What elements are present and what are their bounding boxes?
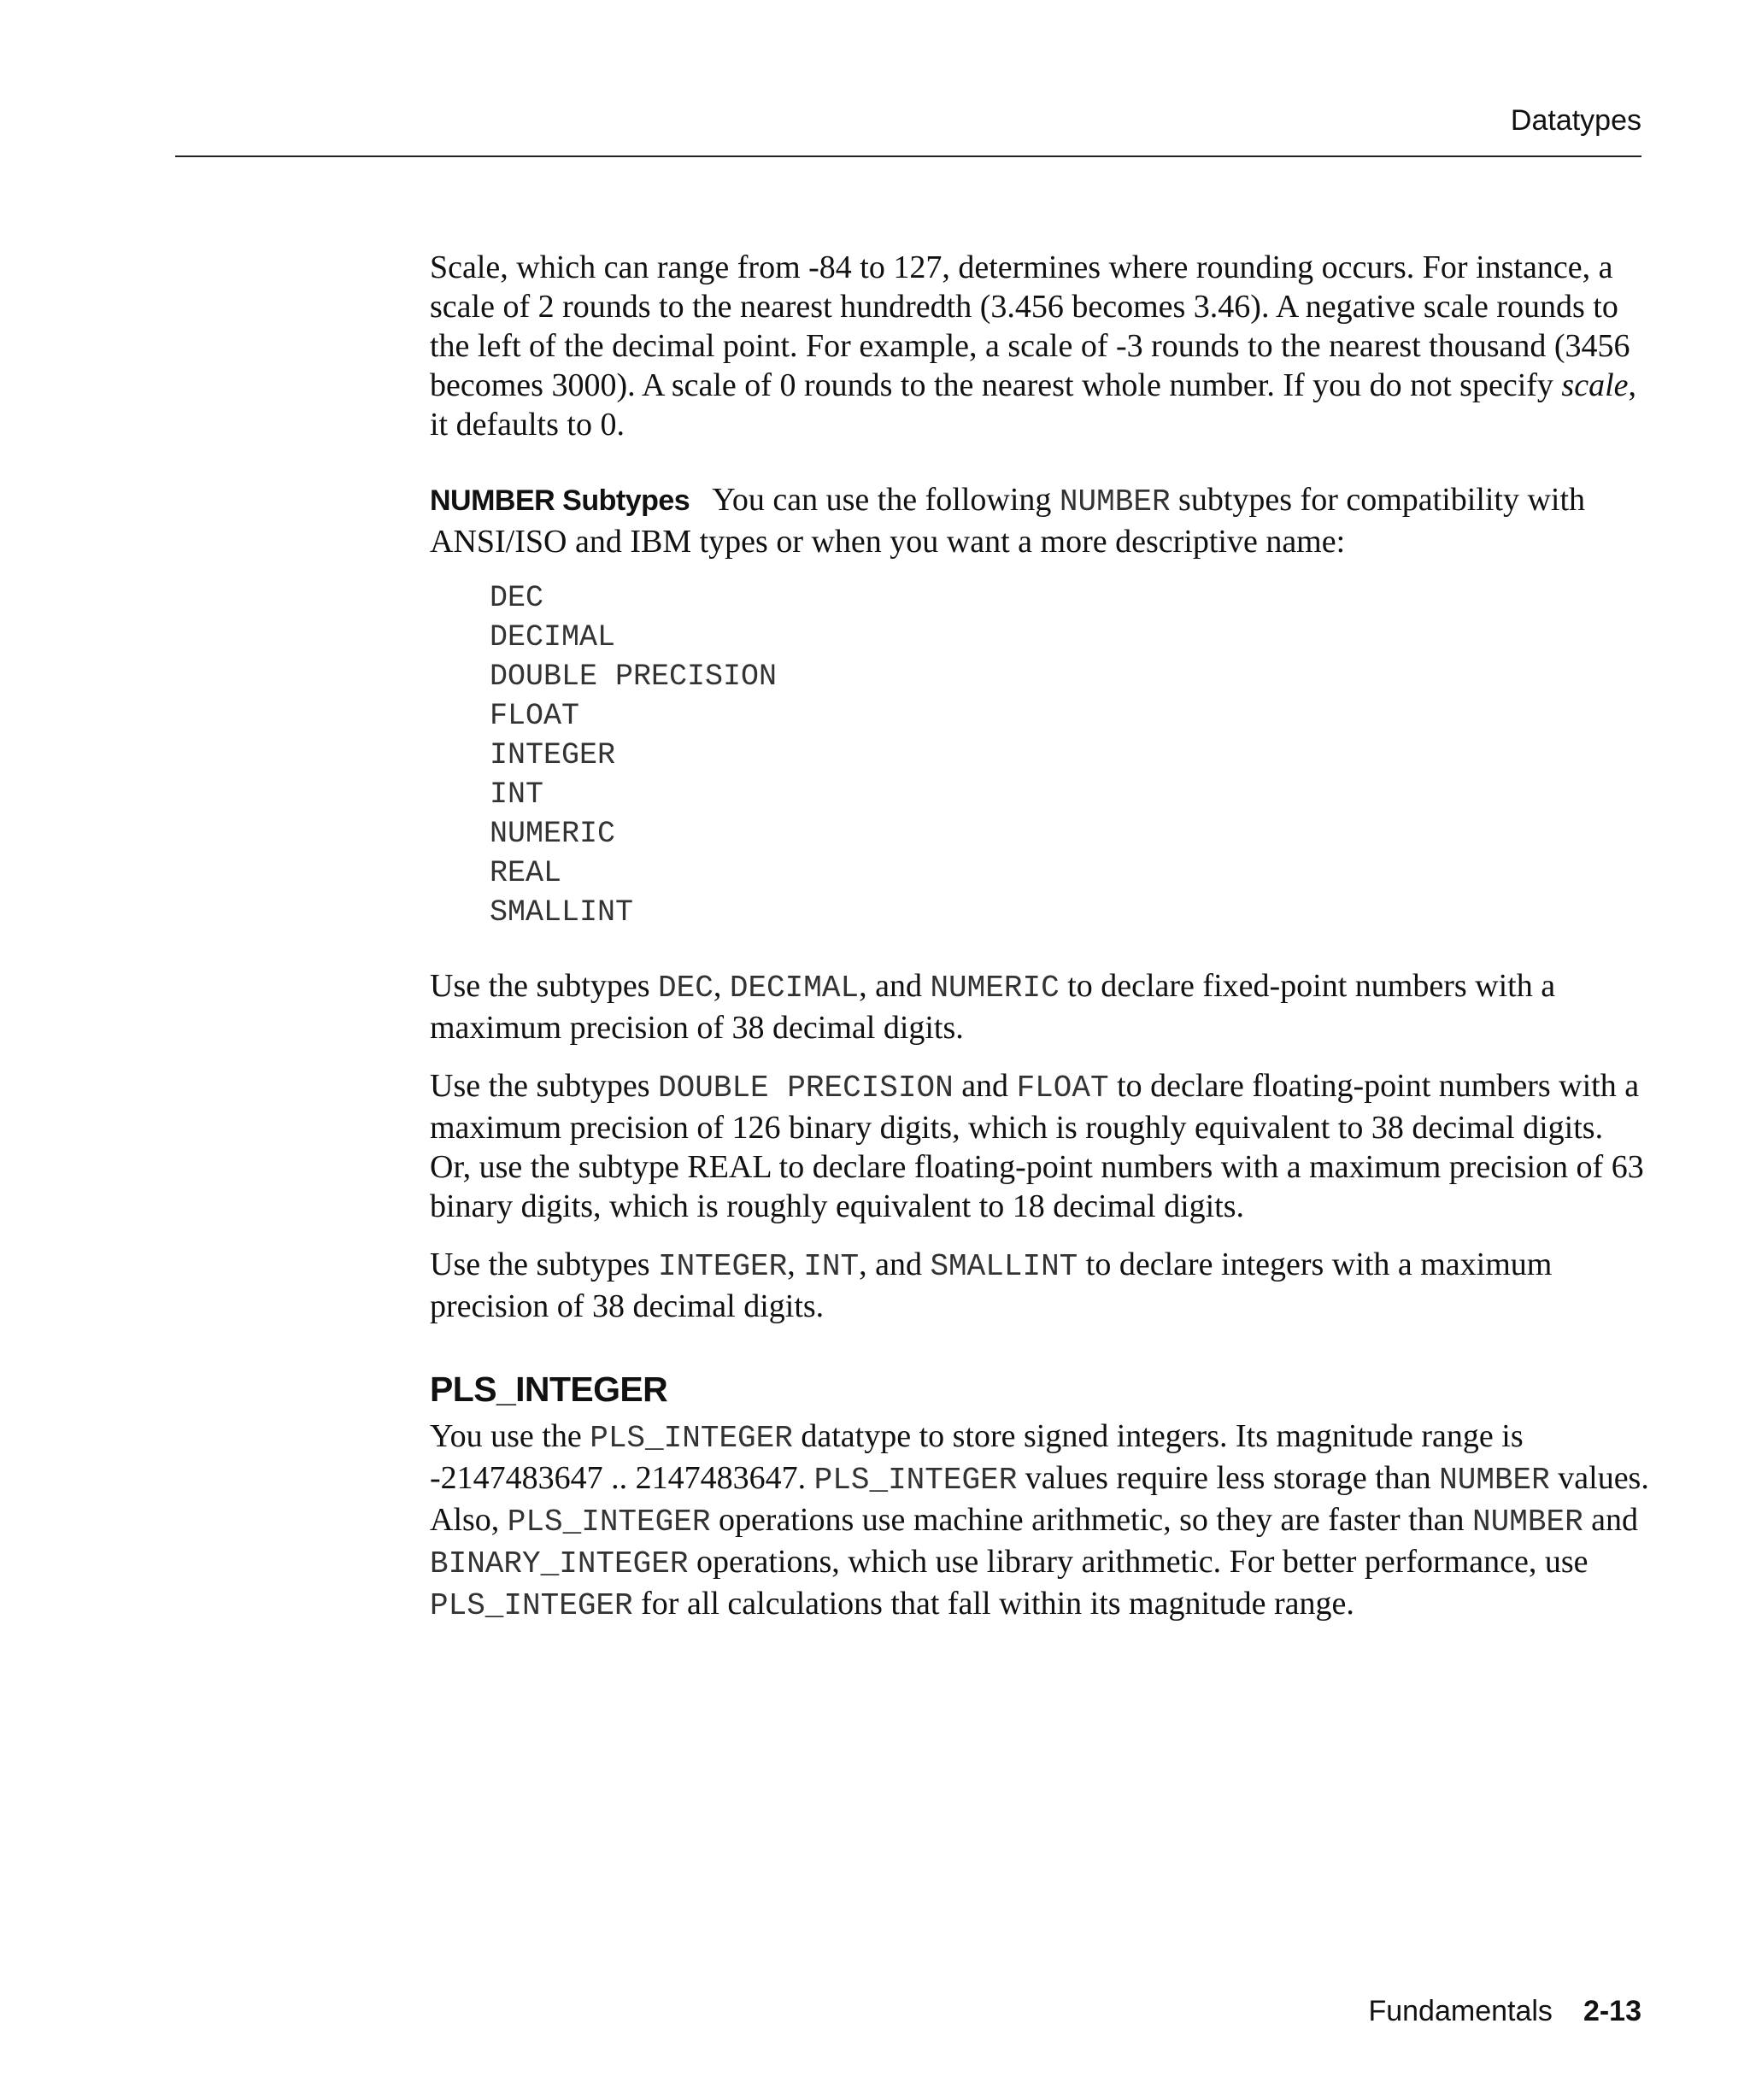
floating-point-text-3: to declare floating-point numbers with a maximum precision of 126 binary digits, which is roughly equivalent to 38 decimal digits. Or, use the subtype REAL to declare floating-point numbers with a maximum precision of 63 binary digits, which is roughly equivalent to 18 decimal digits. [430, 1068, 1644, 1224]
number-subtypes-code-1: NUMBER [1059, 484, 1171, 519]
pls-integer-code-3: NUMBER [1439, 1463, 1550, 1498]
pls-integer-code-5: NUMBER [1472, 1505, 1583, 1540]
scale-text-2: , it defaults to 0. [430, 367, 1636, 443]
running-header-title: Datatypes [1510, 104, 1641, 137]
subtype-item: DOUBLE PRECISION [490, 660, 778, 694]
subtype-item: INTEGER [490, 738, 616, 772]
pls-integer-code-4: PLS_INTEGER [507, 1505, 711, 1540]
floating-point-text-1: Use the subtypes [430, 1068, 659, 1104]
number-subtypes-text-1: You can use the following [712, 482, 1060, 518]
integers-code-2: INT [803, 1249, 860, 1284]
number-subtype-list [490, 578, 1652, 932]
pls-integer-text-1: You use the [430, 1418, 590, 1454]
scale-text-1: Scale, which can range from -84 to 127, determines where rounding occurs. For instance, a scale of 2 rounds to the nearest hundredth (3.456 becomes 3.46). A negative scale rounds to the left of the decimal point. For example, a scale of -3 rounds to the nearest thousand (3456 becomes 3000). A scale of 0 rounds to the nearest whole number. If you do not specify [430, 249, 1630, 403]
floating-point-text-2: and [953, 1068, 1017, 1104]
subtype-item: DEC [490, 581, 544, 615]
subtype-item: SMALLINT [490, 895, 634, 930]
pls-integer-code-2: PLS_INTEGER [813, 1463, 1018, 1498]
pls-integer-text-7: operations, which use library arithmetic. For better performance, use [688, 1544, 1589, 1580]
subtype-item: NUMERIC [490, 817, 616, 851]
fixed-point-text-3: , and [859, 968, 931, 1004]
fixed-point-code-2: DECIMAL [729, 971, 860, 1006]
pls-integer-text-8: for all calculations that fall within its magnitude range. [632, 1586, 1354, 1622]
integers-code-3: SMALLINT [930, 1249, 1078, 1284]
pls-integer-text-2: datatype to store signed integers. Its magnitude range is -2147483647 .. 2147483647. [430, 1418, 1524, 1496]
number-subtypes-heading: NUMBER Subtypes [430, 484, 690, 517]
fixed-point-code-3: NUMERIC [930, 971, 1060, 1006]
number-subtypes-text-2: subtypes for compatibility with ANSI/ISO and IBM types or when you want a more descriptive name: [430, 482, 1586, 560]
pls-integer-text-5: operations use machine arithmetic, so they are faster than [710, 1502, 1473, 1538]
integers-text-3: , and [859, 1247, 931, 1282]
floating-point-paragraph [430, 1066, 1652, 1226]
subtype-item: DECIMAL [490, 620, 616, 654]
fixed-point-text-2: , [713, 968, 730, 1004]
fixed-point-code-1: DEC [658, 971, 714, 1006]
fixed-point-paragraph [430, 966, 1652, 1047]
integers-text-4: to declare integers with a maximum precision of 38 decimal digits. [430, 1247, 1553, 1324]
pls-integer-text-3: values require less storage than [1017, 1460, 1440, 1496]
floating-point-code-1: DOUBLE PRECISION [658, 1071, 954, 1106]
pls-integer-code-6: BINARY_INTEGER [430, 1546, 689, 1581]
integers-text-2: , [787, 1247, 804, 1282]
scale-term: scale [1561, 367, 1629, 403]
subtype-item: INT [490, 777, 544, 812]
fixed-point-text-1: Use the subtypes [430, 968, 659, 1004]
integers-code-1: INTEGER [658, 1249, 788, 1284]
header-rule [175, 155, 1641, 157]
pls-integer-heading: PLS_INTEGER [430, 1370, 668, 1409]
pls-integer-text-4: values. Also, [430, 1460, 1649, 1538]
floating-point-code-2: FLOAT [1016, 1071, 1109, 1106]
subtype-item: REAL [490, 856, 562, 890]
pls-integer-text-6: and [1583, 1502, 1639, 1538]
integers-text-1: Use the subtypes [430, 1247, 659, 1282]
pls-integer-code-7: PLS_INTEGER [430, 1588, 633, 1623]
fixed-point-text-4: to declare fixed-point numbers with a maximum precision of 38 decimal digits. [430, 968, 1556, 1046]
number-subtypes-paragraph [430, 480, 1652, 561]
integers-paragraph [430, 1245, 1652, 1326]
page-footer [1368, 1994, 1641, 2028]
subtype-item: FLOAT [490, 699, 580, 733]
footer-section: Fundamentals [1368, 1995, 1553, 2027]
pls-integer-paragraph [430, 1417, 1652, 1626]
footer-page-number: 2-13 [1583, 1995, 1641, 2027]
page-content [430, 248, 1652, 1626]
scale-paragraph [430, 248, 1652, 444]
pls-integer-code-1: PLS_INTEGER [590, 1421, 793, 1456]
